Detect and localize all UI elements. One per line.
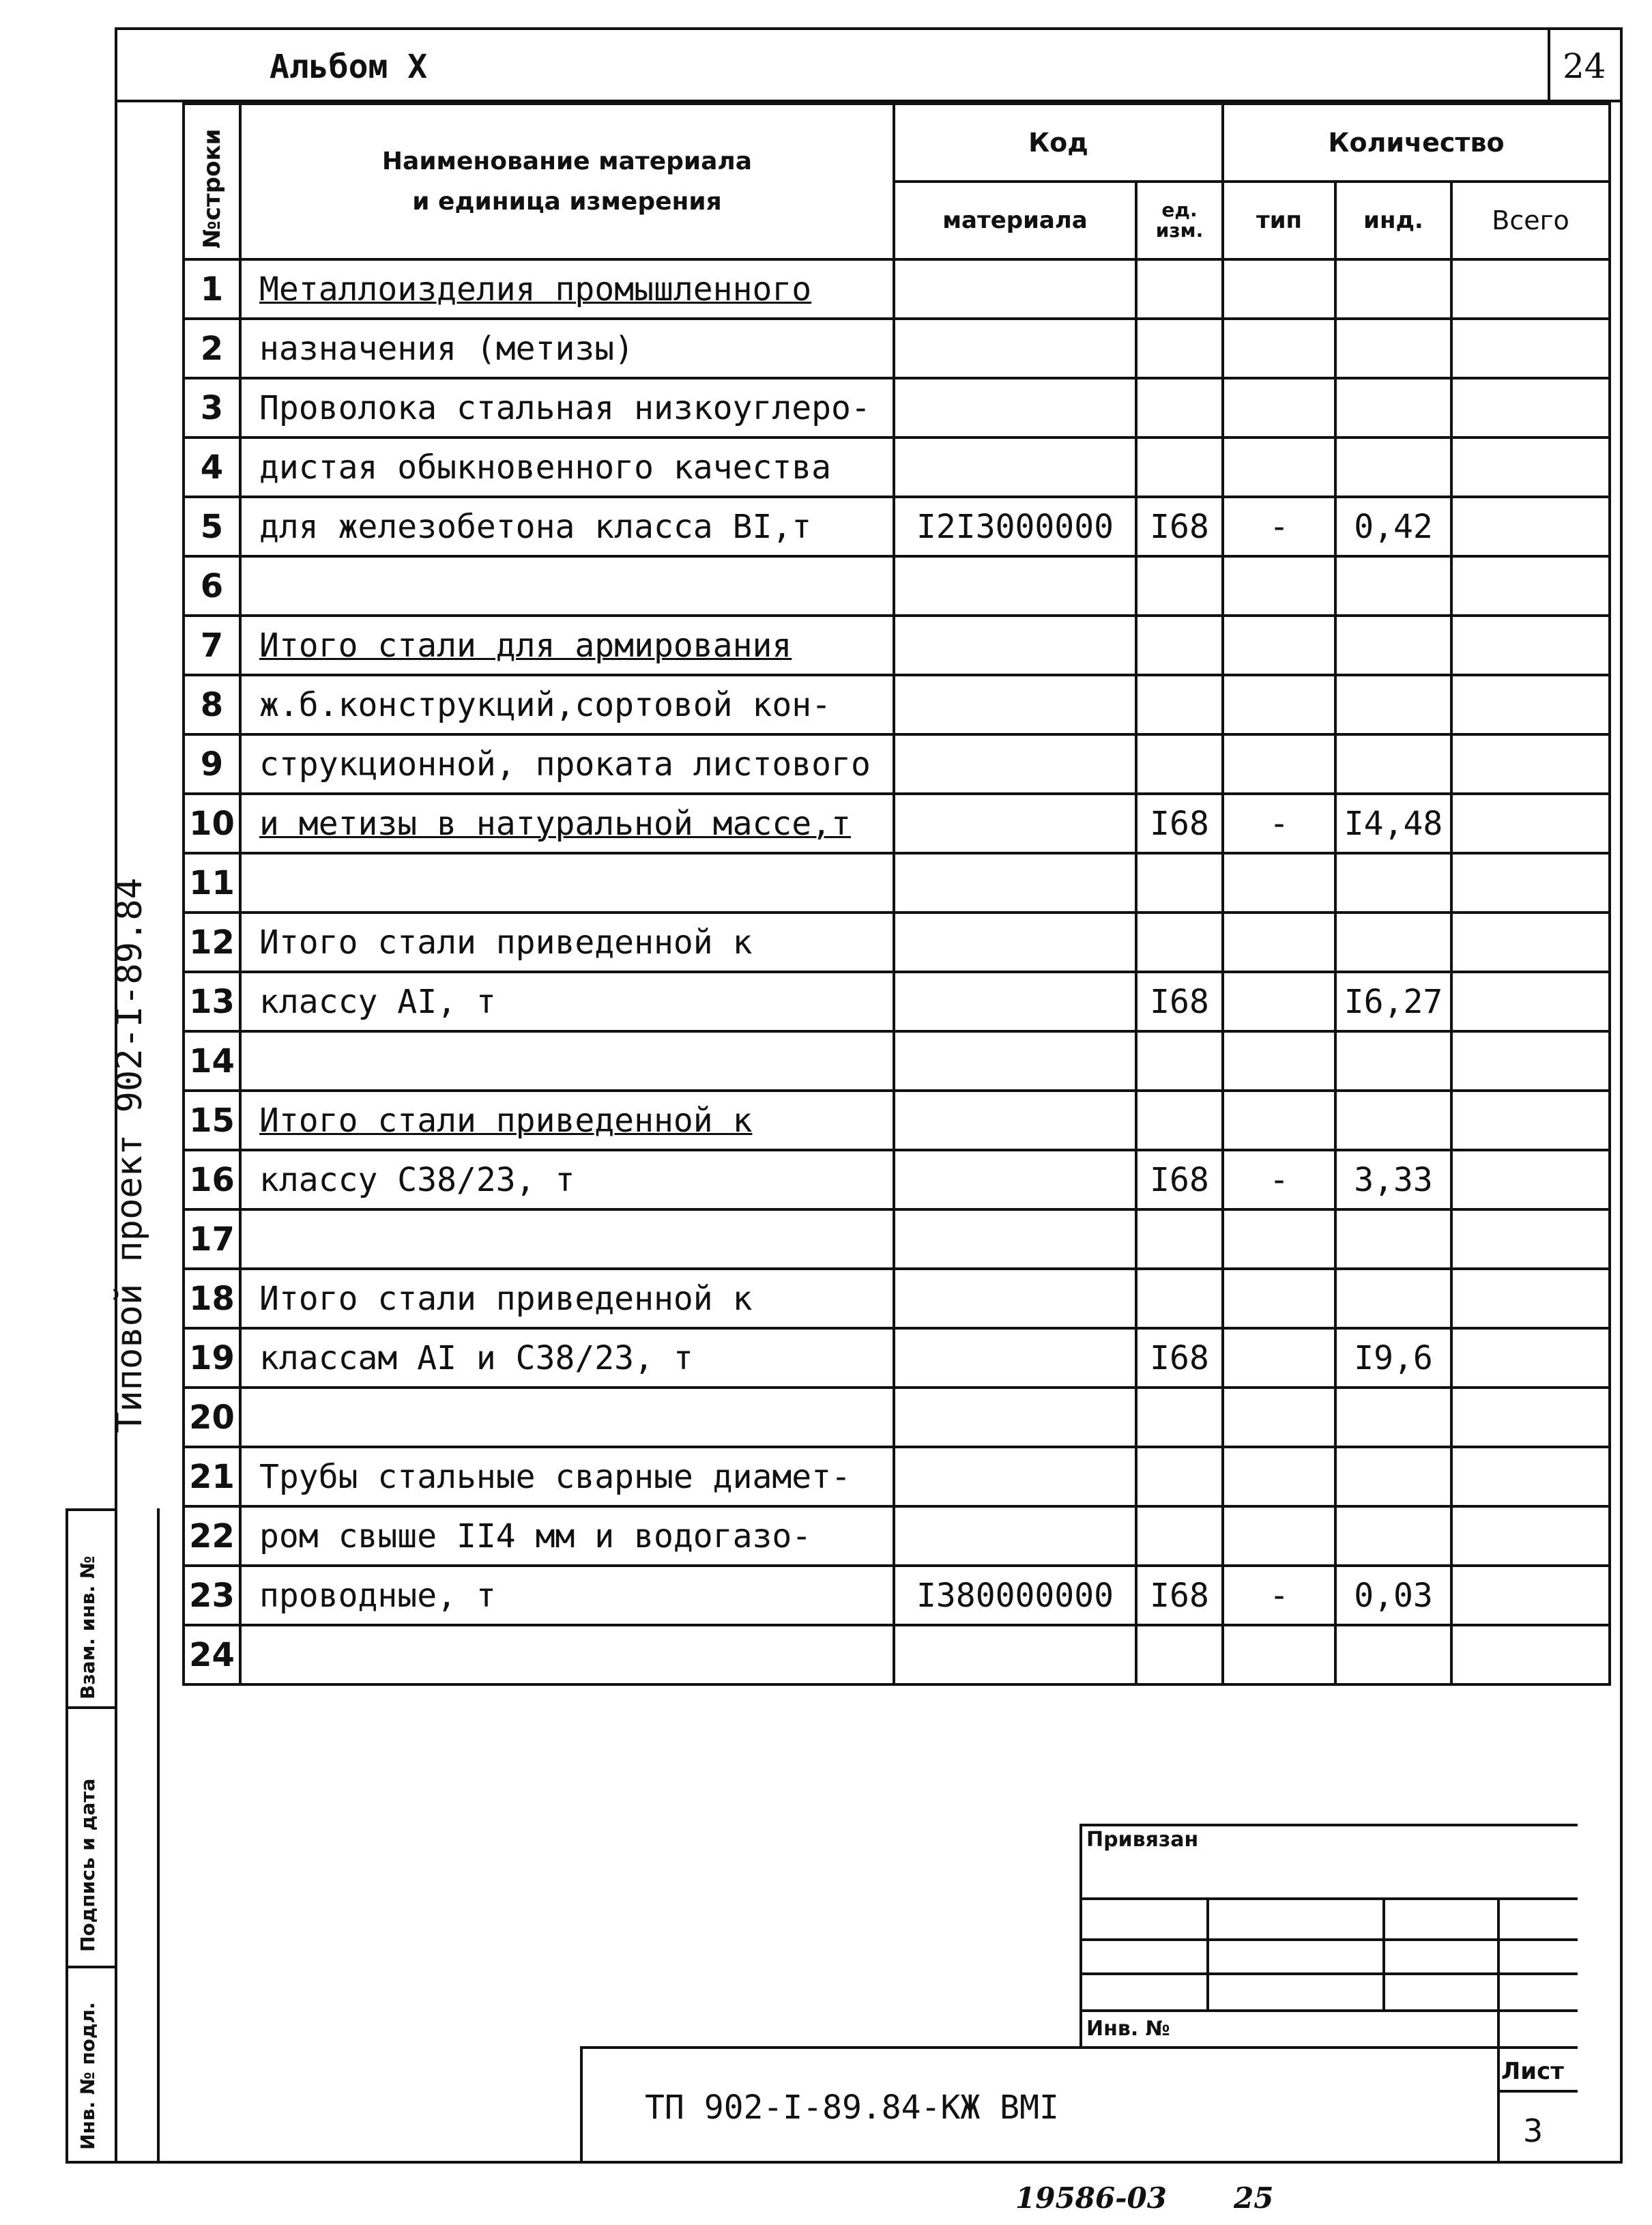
row-qty-total [1451,1209,1610,1269]
row-material-code [894,1269,1136,1328]
row-name [240,1388,894,1447]
designation-text: ТП 902-I-89.84-КЖ ВМI [645,2088,1059,2127]
table-row [184,913,1610,972]
row-qty-total [1451,794,1610,853]
row-qty-ind [1335,1091,1451,1150]
row-unit-code [1136,675,1223,734]
code-material-header: материала [894,182,1136,259]
row-number: 17 [184,1209,240,1269]
designation-block [580,2046,1578,2049]
designation-left-border [580,2046,583,2164]
row-qty-ind [1335,437,1451,497]
row-qty-type [1223,1031,1335,1091]
stamp-v3 [1497,1897,1500,2164]
privyazan-label: Привязан [1086,1828,1199,1852]
row-material-code [894,1328,1136,1388]
row-name: классу AI, т [240,972,894,1031]
row-number: 3 [184,378,240,437]
stamp-v1 [1206,1897,1209,2009]
table-row [184,497,1610,556]
row-qty-ind: 0,03 [1335,1566,1451,1625]
row-qty-type [1223,1447,1335,1506]
stamp-h2 [1079,1938,1578,1941]
row-unit-code: I68 [1136,1328,1223,1388]
row-qty-type [1223,1506,1335,1566]
row-unit-code [1136,1269,1223,1328]
row-material-code [894,972,1136,1031]
row-number: 14 [184,1031,240,1091]
table-row [184,1150,1610,1209]
row-qty-total [1451,972,1610,1031]
row-number: 15 [184,1091,240,1150]
row-qty-ind [1335,1209,1451,1269]
row-material-code [894,378,1136,437]
inv-podl-label: Инв. № подл. [76,2002,99,2150]
row-unit-code [1136,913,1223,972]
name-header-line2: и единица измерения [412,188,722,216]
side-project-label: Типовой проект 902-I-89.84 [109,878,150,1433]
row-name: назначения (метизы) [240,319,894,378]
row-name [240,853,894,913]
row-qty-ind [1335,616,1451,675]
row-qty-ind: I6,27 [1335,972,1451,1031]
table-body [184,259,1610,1684]
row-qty-total [1451,378,1610,437]
row-qty-ind [1335,259,1451,319]
row-qty-type [1223,556,1335,616]
row-number: 19 [184,1328,240,1388]
row-unit-code [1136,1506,1223,1566]
row-qty-type: - [1223,1150,1335,1209]
row-number: 20 [184,1388,240,1447]
row-unit-code [1136,259,1223,319]
stamp-h1 [1079,1897,1578,1900]
row-material-code [894,913,1136,972]
row-qty-total [1451,1269,1610,1328]
row-name: струкционной, проката листового [240,734,894,794]
inv-no-label: Инв. № [1086,2017,1170,2041]
vzam-inv-label: Взам. инв. № [76,1555,99,1699]
row-qty-total [1451,1506,1610,1566]
row-material-code [894,556,1136,616]
quantity-group-header: Количество [1223,104,1610,182]
album-title: Альбом X [270,48,428,86]
table-row [184,1091,1610,1150]
row-qty-total [1451,1566,1610,1625]
row-qty-type [1223,1625,1335,1684]
code-group-header: Код [894,104,1223,182]
row-qty-total [1451,437,1610,497]
row-name: Итого стали для армирования [240,616,894,675]
table-row [184,794,1610,853]
row-qty-total [1451,1388,1610,1447]
row-name: Металлоизделия промышленного [240,259,894,319]
row-material-code [894,1209,1136,1269]
stamp-h3 [1079,1972,1578,1975]
row-number: 7 [184,616,240,675]
row-unit-code [1136,556,1223,616]
table-row [184,1566,1610,1625]
table-row [184,675,1610,734]
side-strip-inner [115,1508,160,2164]
row-number: 5 [184,497,240,556]
row-qty-ind [1335,556,1451,616]
table-row [184,1625,1610,1684]
row-material-code [894,1625,1136,1684]
row-name: Итого стали приведенной к [240,913,894,972]
row-unit-code: I68 [1136,972,1223,1031]
row-qty-ind [1335,1388,1451,1447]
row-qty-total [1451,734,1610,794]
row-qty-type [1223,1328,1335,1388]
row-qty-total [1451,853,1610,913]
row-name: Трубы стальные сварные диамет- [240,1447,894,1506]
code-unit-header: ед. изм. [1136,182,1223,259]
table-row [184,853,1610,913]
row-qty-ind [1335,1625,1451,1684]
row-qty-ind [1335,853,1451,913]
row-qty-total [1451,497,1610,556]
row-number: 13 [184,972,240,1031]
row-qty-type [1223,616,1335,675]
podpis-data-label: Подпись и дата [76,1778,99,1952]
row-qty-type [1223,437,1335,497]
row-qty-ind [1335,378,1451,437]
qty-total-header: Всего [1451,182,1610,259]
row-number: 22 [184,1506,240,1566]
row-qty-ind: 0,42 [1335,497,1451,556]
row-qty-ind [1335,1031,1451,1091]
row-number: 9 [184,734,240,794]
row-name: ром свыше II4 мм и водогазо- [240,1506,894,1566]
row-qty-type: - [1223,1566,1335,1625]
row-name [240,1625,894,1684]
header-row-1 [184,104,1610,182]
row-qty-total [1451,556,1610,616]
list-label: Лист [1501,2058,1564,2085]
row-qty-type [1223,378,1335,437]
table-row [184,1269,1610,1328]
qty-ind-header: инд. [1335,182,1451,259]
row-qty-total [1451,1328,1610,1388]
table-row [184,1328,1610,1388]
row-unit-code: I68 [1136,794,1223,853]
row-number: 21 [184,1447,240,1506]
row-material-code [894,1388,1136,1447]
row-material-code [894,616,1136,675]
row-qty-ind [1335,675,1451,734]
row-unit-code [1136,1209,1223,1269]
row-qty-type: - [1223,497,1335,556]
row-qty-ind [1335,1506,1451,1566]
row-qty-total [1451,1150,1610,1209]
row-qty-ind [1335,319,1451,378]
row-number: 6 [184,556,240,616]
row-material-code [894,853,1136,913]
row-qty-type [1223,319,1335,378]
row-material-code [894,1447,1136,1506]
row-unit-code [1136,734,1223,794]
material-table [182,102,1611,1686]
row-name: Проволока стальная низкоуглеро- [240,378,894,437]
row-number-header-label: №строки [199,128,226,248]
row-number: 12 [184,913,240,972]
row-name: классу С38/23, т [240,1150,894,1209]
row-qty-type [1223,913,1335,972]
table-row [184,1506,1610,1566]
row-material-code [894,1031,1136,1091]
row-number: 2 [184,319,240,378]
table-row [184,259,1610,319]
row-material-code [894,1150,1136,1209]
row-qty-type [1223,1269,1335,1328]
row-name: проводные, т [240,1566,894,1625]
row-unit-code: I68 [1136,1150,1223,1209]
row-qty-ind [1335,913,1451,972]
row-qty-ind: I4,48 [1335,794,1451,853]
stamp-h4 [1079,2009,1578,2012]
row-qty-total [1451,1091,1610,1150]
row-qty-type [1223,1209,1335,1269]
row-qty-ind [1335,1447,1451,1506]
row-qty-ind: I9,6 [1335,1328,1451,1388]
qty-type-header: тип [1223,182,1335,259]
side-strip-divider-1 [66,1706,115,1709]
row-number: 10 [184,794,240,853]
row-unit-code: I68 [1136,497,1223,556]
table-row [184,734,1610,794]
side-strip-divider-2 [66,1966,115,1968]
row-qty-total [1451,675,1610,734]
row-unit-code [1136,616,1223,675]
list-divider [1497,2090,1578,2093]
row-name [240,556,894,616]
row-unit-code [1136,1388,1223,1447]
row-name: ж.б.конструкций,сортовой кон- [240,675,894,734]
row-material-code: I2I3000000 [894,497,1136,556]
row-number: 18 [184,1269,240,1328]
row-material-code [894,734,1136,794]
row-material-code [894,1091,1136,1150]
row-material-code: I380000000 [894,1566,1136,1625]
table-row [184,1209,1610,1269]
row-qty-type [1223,734,1335,794]
row-number: 16 [184,1150,240,1209]
row-name: Итого стали приведенной к [240,1091,894,1150]
row-qty-total [1451,319,1610,378]
row-qty-ind: 3,33 [1335,1150,1451,1209]
table-row [184,972,1610,1031]
table-row [184,319,1610,378]
table-row [184,616,1610,675]
archive-number: 19586-03 [1015,2181,1167,2215]
row-material-code [894,259,1136,319]
row-unit-code [1136,378,1223,437]
stamp-block [1079,1824,1578,2049]
sheet-number-top: 24 [1563,46,1606,86]
row-qty-total [1451,1447,1610,1506]
table-row [184,1447,1610,1506]
row-qty-total [1451,913,1610,972]
row-unit-code [1136,437,1223,497]
row-material-code [894,675,1136,734]
row-unit-code: I68 [1136,1566,1223,1625]
row-number: 11 [184,853,240,913]
row-number: 24 [184,1625,240,1684]
row-number-header [184,104,240,259]
row-name: для железобетона класса BI,т [240,497,894,556]
row-qty-type: - [1223,794,1335,853]
row-name [240,1209,894,1269]
row-unit-code [1136,1091,1223,1150]
row-unit-code [1136,853,1223,913]
sheet-number-divider [1548,27,1550,102]
row-name: Итого стали приведенной к [240,1269,894,1328]
row-qty-type [1223,972,1335,1031]
row-unit-code [1136,319,1223,378]
row-qty-ind [1335,734,1451,794]
row-name [240,1031,894,1091]
row-qty-total [1451,1625,1610,1684]
row-unit-code [1136,1447,1223,1506]
table-row [184,1388,1610,1447]
row-qty-type [1223,259,1335,319]
row-unit-code [1136,1625,1223,1684]
row-qty-total [1451,259,1610,319]
row-qty-total [1451,1031,1610,1091]
footer-page-number: 25 [1234,2181,1274,2215]
row-number: 23 [184,1566,240,1625]
row-number: 4 [184,437,240,497]
row-number: 8 [184,675,240,734]
row-material-code [894,1506,1136,1566]
row-material-code [894,437,1136,497]
row-qty-type [1223,1388,1335,1447]
row-qty-type [1223,853,1335,913]
row-material-code [894,319,1136,378]
name-header-line1: Наименование материала [381,147,753,175]
row-material-code [894,794,1136,853]
name-header [240,104,894,259]
table-row [184,1031,1610,1091]
row-qty-type [1223,675,1335,734]
row-qty-type [1223,1091,1335,1150]
row-qty-ind [1335,1269,1451,1328]
row-name: и метизы в натуральной массе,т [240,794,894,853]
table-row [184,556,1610,616]
stamp-v2 [1382,1897,1385,2009]
table-row [184,378,1610,437]
row-qty-total [1451,616,1610,675]
row-name: классам AI и С38/23, т [240,1328,894,1388]
row-name: дистая обыкновенного качества [240,437,894,497]
table-row [184,437,1610,497]
list-number: 3 [1523,2112,1544,2149]
row-number: 1 [184,259,240,319]
row-unit-code [1136,1031,1223,1091]
